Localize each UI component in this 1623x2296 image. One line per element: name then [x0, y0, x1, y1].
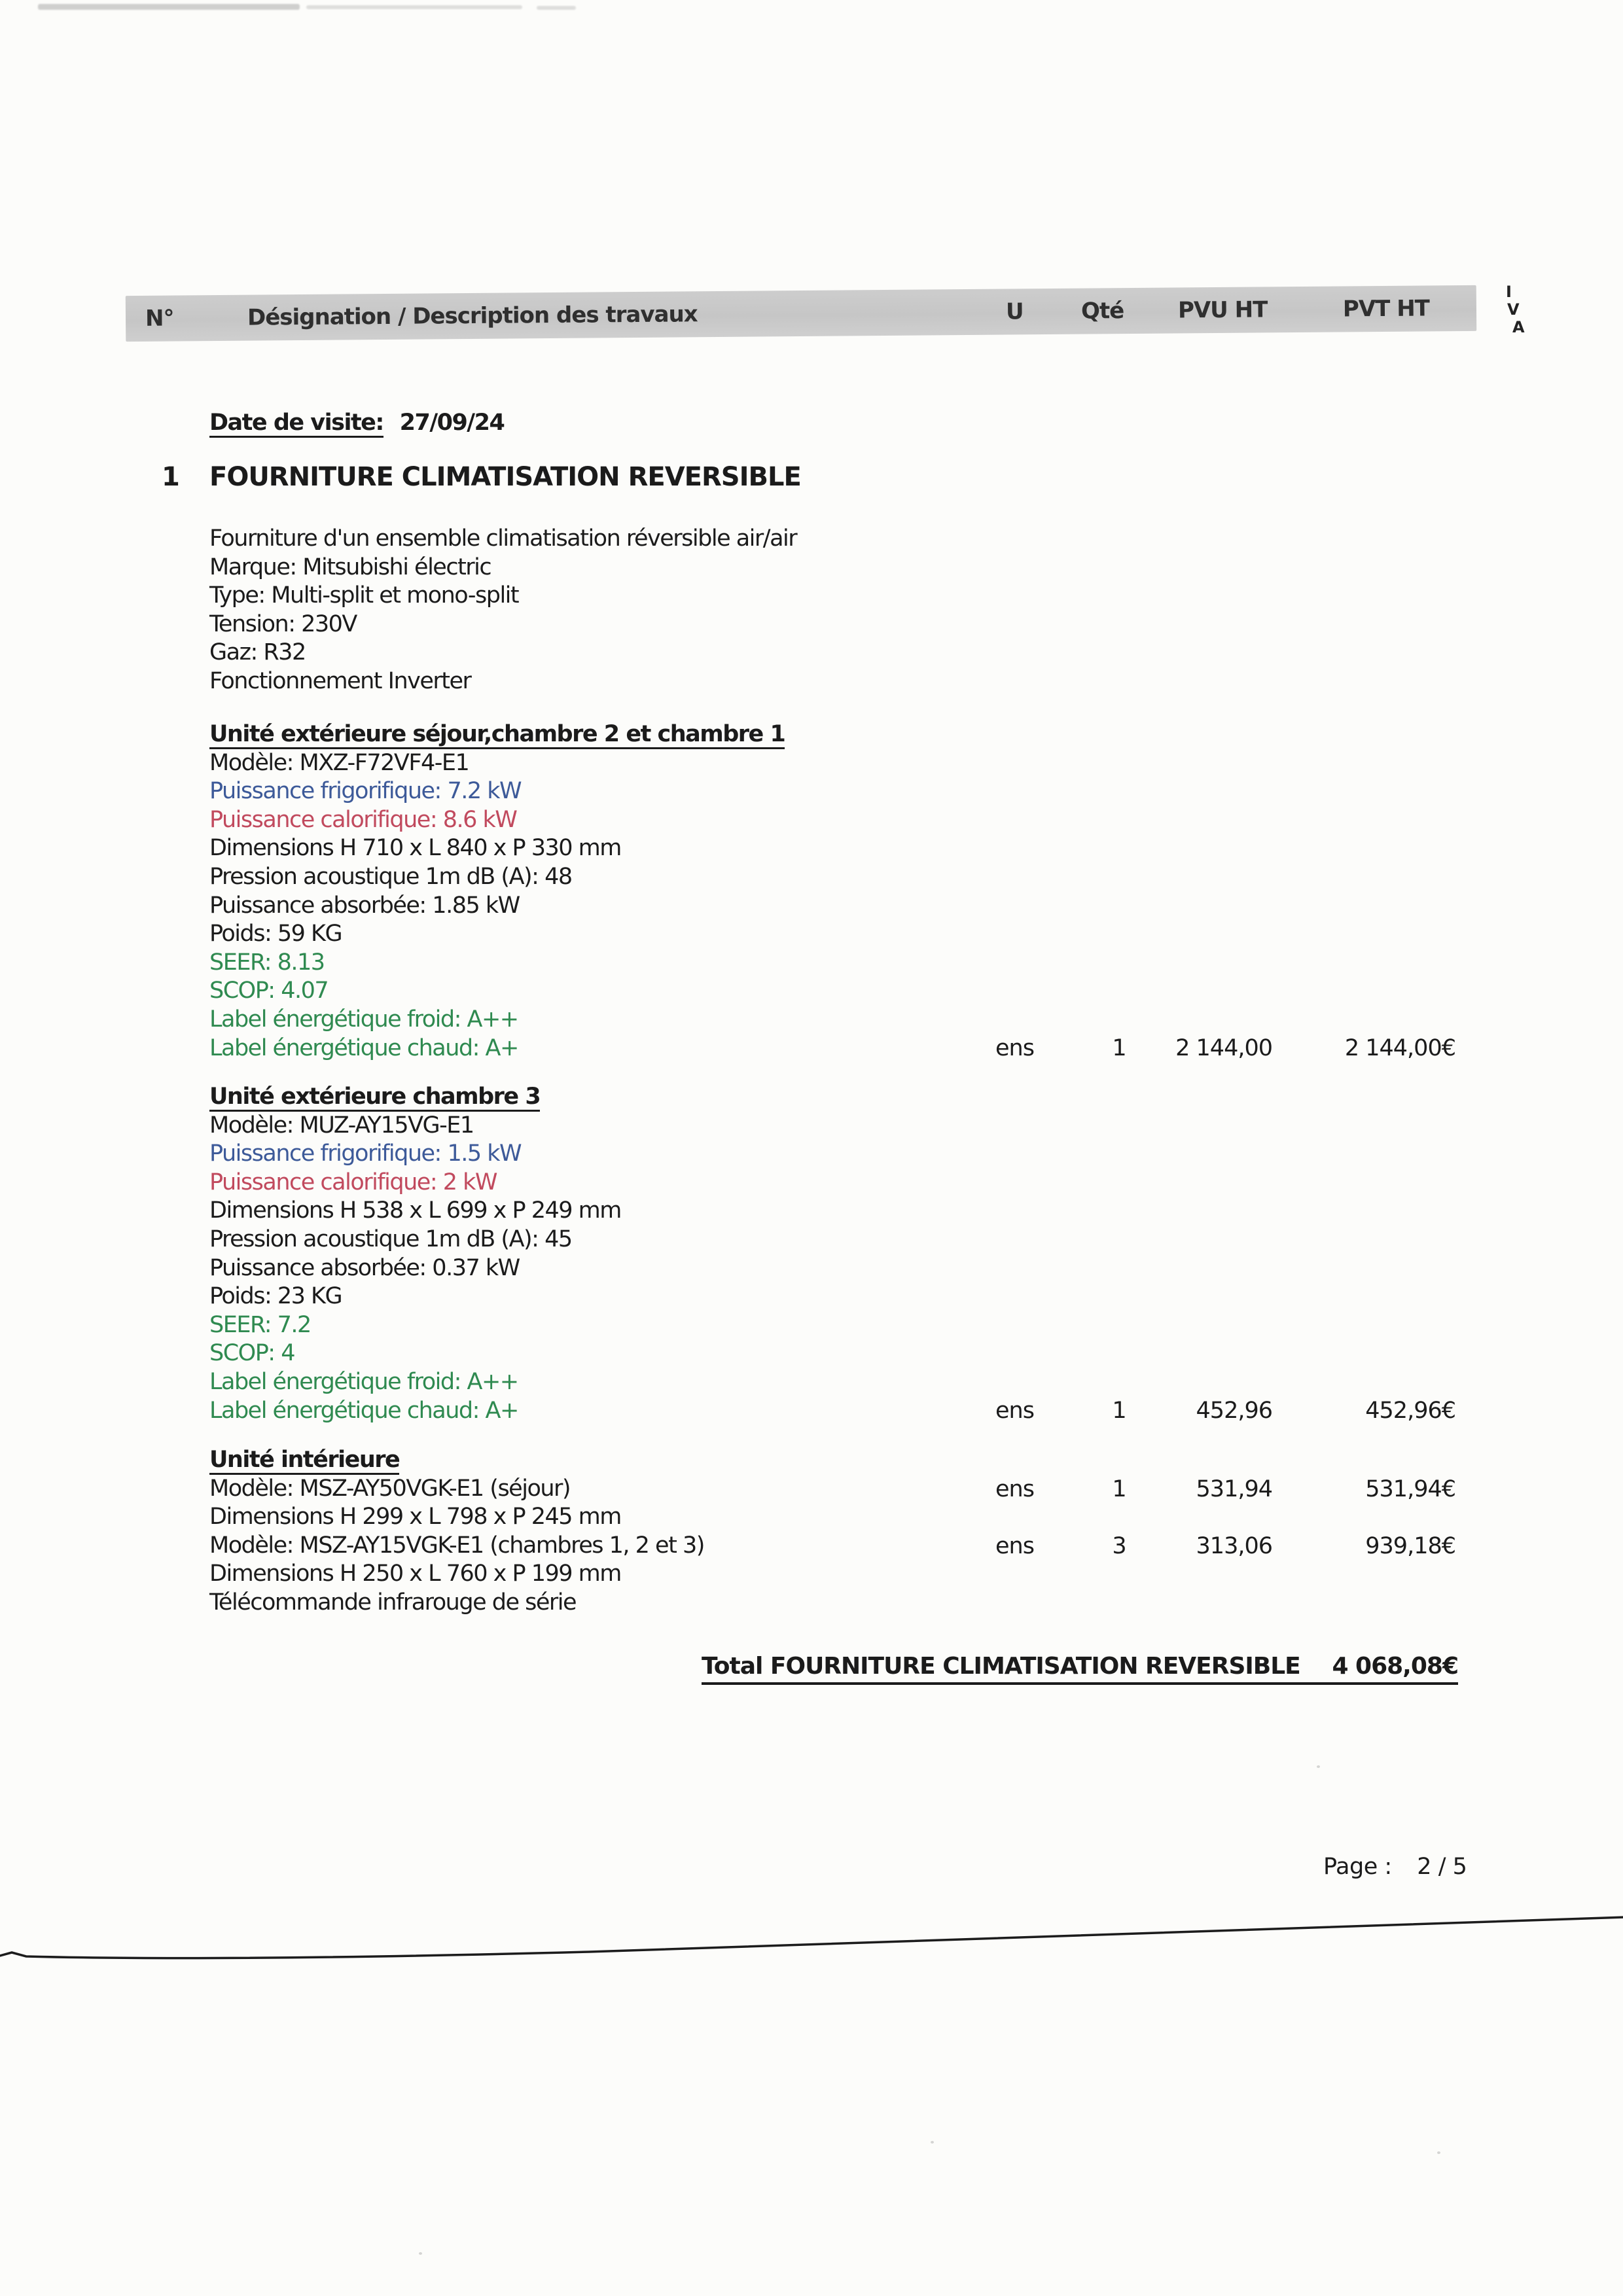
indoor-heading: Unité intérieure: [209, 1447, 399, 1475]
unit1-energy-label-heat: Label énergétique chaud: A+: [209, 1034, 518, 1061]
visit-date-label: Date de visite:: [209, 410, 383, 438]
visit-date-value: 27/09/24: [399, 410, 505, 436]
price-row-indoor2: [0, 1532, 1623, 1561]
price-row-indoor1: [0, 1475, 1623, 1504]
intro-line: Type: Multi-split et mono-split: [209, 582, 519, 609]
section-total-value: 4 068,08€: [1300, 1653, 1458, 1685]
pvt-cell: 452,96€: [1365, 1398, 1455, 1424]
unit2-sound-pressure: Pression acoustique 1m dB (A): 45: [209, 1226, 572, 1252]
iva-letter: I: [1506, 283, 1512, 301]
scan-speck: [419, 2252, 422, 2255]
quantity-cell: 1: [1112, 1035, 1126, 1061]
pvu-cell: 2 144,00: [1175, 1035, 1272, 1061]
intro-block: [209, 525, 796, 696]
column-header-pvu-ht: PVU HT: [1177, 296, 1268, 324]
page-indicator: [1323, 1854, 1467, 1880]
unit1-dimensions: Dimensions H 710 x L 840 x P 330 mm: [209, 835, 621, 862]
column-header-designation: Désignation / Description des travaux: [247, 301, 698, 331]
section-title: FOURNITURE CLIMATISATION REVERSIBLE: [209, 462, 801, 492]
unit1-energy-label-cold: Label énergétique froid: A++: [209, 1006, 518, 1033]
unit1-scop: SCOP: 4.07: [209, 978, 329, 1004]
unit-cell: ens: [995, 1035, 1034, 1061]
column-header-unit: U: [1005, 298, 1024, 325]
indoor-model-2: Modèle: MSZ-AY15VGK-E1 (chambres 1, 2 et 3): [209, 1532, 704, 1559]
column-header-pvt-ht: PVT HT: [1342, 295, 1430, 323]
pvu-cell: 452,96: [1196, 1398, 1272, 1424]
page-number: 2 / 5: [1417, 1854, 1467, 1880]
pvt-cell: 531,94€: [1365, 1476, 1455, 1502]
pvu-cell: 531,94: [1196, 1476, 1272, 1502]
visit-date-line: [209, 410, 504, 438]
unit-cell: ens: [995, 1476, 1034, 1502]
unit2-scop: SCOP: 4: [209, 1340, 294, 1367]
unit-cell: ens: [995, 1398, 1034, 1424]
iva-letter: V: [1507, 300, 1520, 319]
unit2-heading: Unité extérieure chambre 3: [209, 1084, 540, 1112]
unit2-model: Modèle: MUZ-AY15VG-E1: [209, 1112, 474, 1139]
price-row-unit2: [0, 1396, 1623, 1425]
outdoor-unit-1-block: [209, 720, 785, 1063]
intro-line: Fourniture d'un ensemble climatisation réversible air/air: [209, 525, 797, 552]
pvu-cell: 313,06: [1196, 1533, 1272, 1559]
unit1-sound-pressure: Pression acoustique 1m dB (A): 48: [209, 863, 572, 890]
indoor-model-1: Modèle: MSZ-AY50VGK-E1 (séjour): [209, 1475, 571, 1502]
column-header-number: N°: [145, 305, 174, 332]
unit2-seer: SEER: 7.2: [209, 1311, 311, 1338]
quantity-cell: 3: [1112, 1533, 1126, 1559]
unit1-weight: Poids: 59 KG: [209, 921, 342, 947]
unit1-heating-power: Puissance calorifique: 8.6 kW: [209, 806, 517, 833]
intro-line: Tension: 230V: [209, 610, 357, 637]
scan-speck: [1437, 2151, 1440, 2154]
scan-page-edge-line: [0, 1898, 1623, 1976]
quantity-cell: 1: [1112, 1398, 1126, 1424]
unit2-dimensions: Dimensions H 538 x L 699 x P 249 mm: [209, 1197, 621, 1224]
scan-speck: [1317, 1765, 1320, 1768]
unit2-weight: Poids: 23 KG: [209, 1283, 342, 1310]
price-row-unit1: [0, 1034, 1623, 1063]
intro-line: Fonctionnement Inverter: [209, 667, 471, 694]
outdoor-unit-2-block: [209, 1083, 621, 1425]
section-number: 1: [162, 462, 179, 492]
unit1-heading: Unité extérieure séjour,chambre 2 et chambre 1: [209, 722, 785, 749]
unit2-energy-label-heat: Label énergétique chaud: A+: [209, 1397, 518, 1424]
quantity-cell: 1: [1112, 1476, 1126, 1502]
intro-line: Gaz: R32: [209, 639, 306, 666]
iva-letter: A: [1512, 318, 1525, 336]
column-header-quantity: Qté: [1080, 298, 1124, 325]
scan-artifact-strip: [537, 6, 576, 10]
unit1-cooling-power: Puissance frigorifique: 7.2 kW: [209, 778, 522, 805]
page-label: Page :: [1323, 1854, 1392, 1880]
scan-artifact-strip: [38, 4, 300, 10]
unit2-energy-label-cold: Label énergétique froid: A++: [209, 1368, 518, 1395]
pvt-cell: 939,18€: [1365, 1533, 1455, 1559]
unit2-cooling-power: Puissance frigorifique: 1.5 kW: [209, 1140, 522, 1167]
unit-cell: ens: [995, 1533, 1034, 1559]
table-header-band: [126, 285, 1476, 342]
unit1-power-input: Puissance absorbée: 1.85 kW: [209, 892, 520, 919]
scan-artifact-strip: [306, 5, 522, 9]
indoor-dimensions-2: Dimensions H 250 x L 760 x P 199 mm: [209, 1561, 621, 1587]
pvt-cell: 2 144,00€: [1344, 1035, 1455, 1061]
section-total-label: Total FOURNITURE CLIMATISATION REVERSIBLE: [702, 1653, 1300, 1685]
unit2-power-input: Puissance absorbée: 0.37 kW: [209, 1254, 520, 1281]
indoor-dimensions-1: Dimensions H 299 x L 798 x P 245 mm: [209, 1504, 621, 1530]
scan-speck: [931, 2141, 934, 2144]
intro-line: Marque: Mitsubishi électric: [209, 554, 491, 580]
unit1-seer: SEER: 8.13: [209, 949, 325, 976]
unit1-model: Modèle: MXZ-F72VF4-E1: [209, 749, 469, 776]
unit2-heating-power: Puissance calorifique: 2 kW: [209, 1169, 497, 1195]
indoor-remote: Télécommande infrarouge de série: [209, 1589, 577, 1616]
